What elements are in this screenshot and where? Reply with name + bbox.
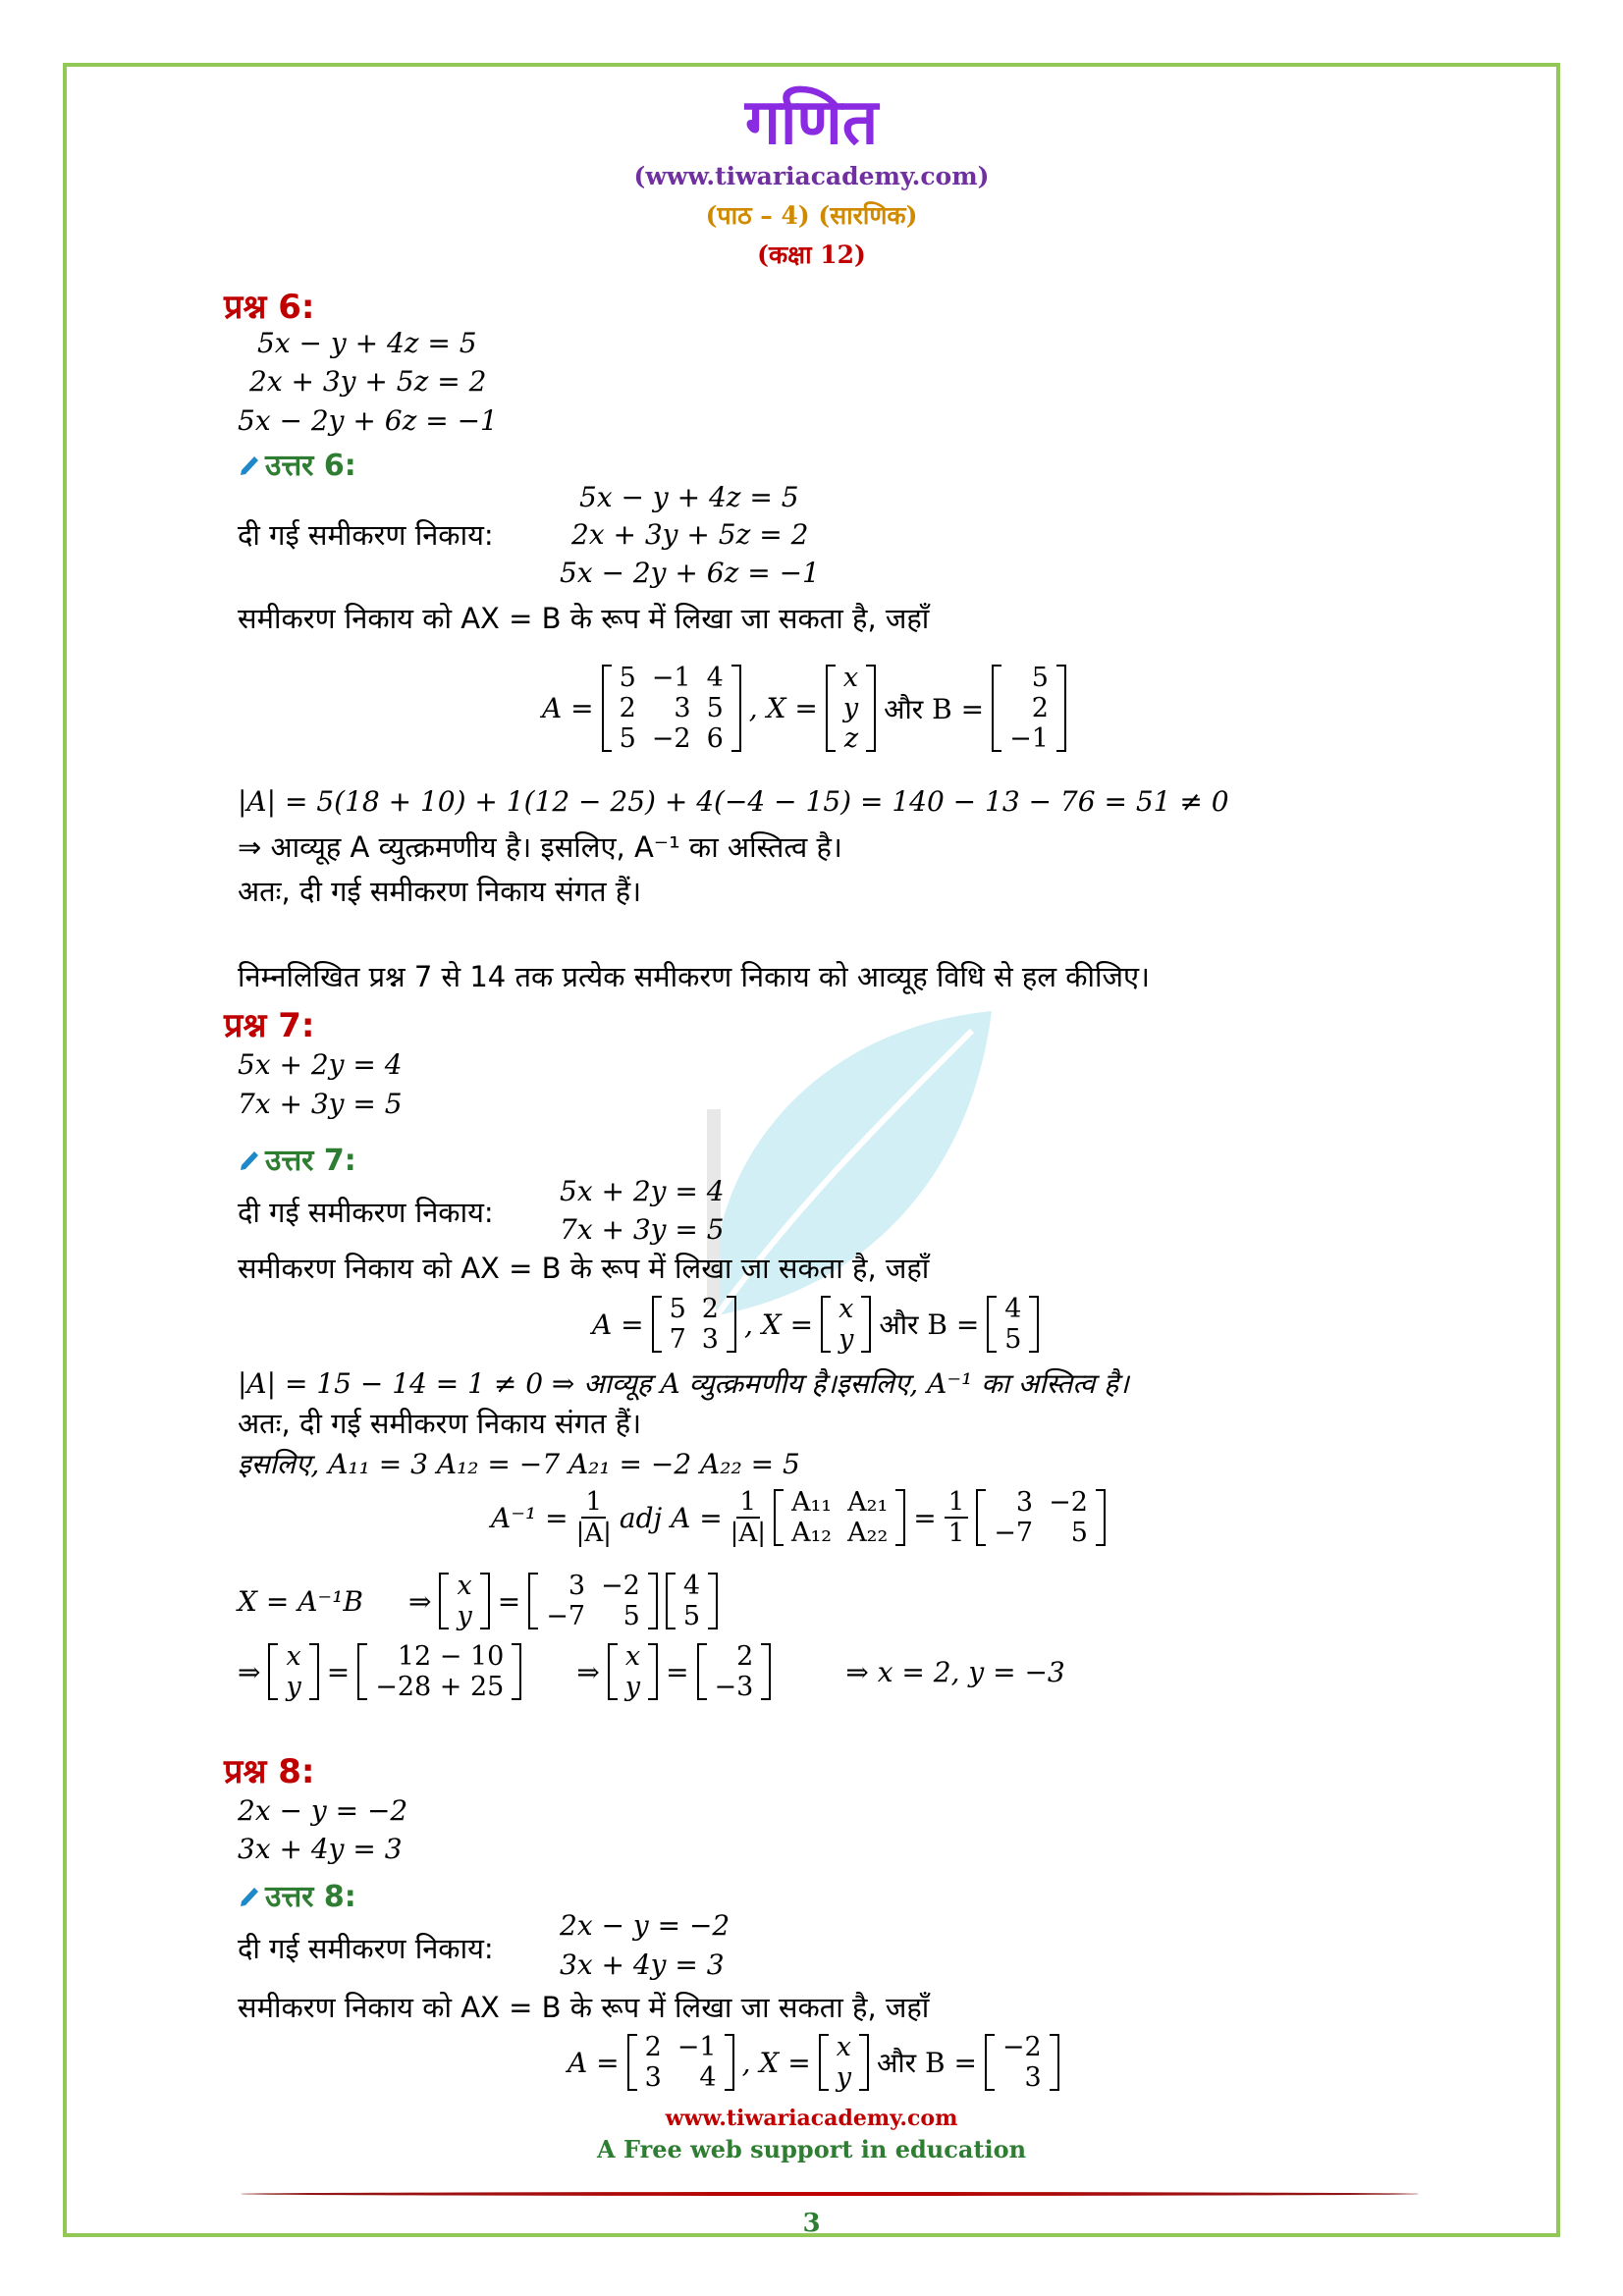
matrix-cell: −7: [546, 1601, 586, 1632]
header-chapter: (पाठ – 4) (सारणिक): [705, 201, 918, 230]
matrix-cell: y: [624, 1672, 641, 1703]
q6-eq1: 5x − y + 4z = 5: [257, 327, 477, 359]
q8-a-label: A =: [568, 2046, 620, 2079]
matrix-cell: y: [842, 693, 859, 724]
pen-icon: [238, 454, 261, 478]
matrix-cell: 2: [644, 2032, 662, 2062]
q7-a-label: A =: [592, 1308, 644, 1341]
q8-matrix-a: [627, 2032, 734, 2093]
answer-8-text: उत्तर 8:: [265, 1880, 356, 1914]
matrix-cell: y: [286, 1672, 301, 1703]
q7-consistent: अतः, दी गई समीकरण निकाय संगत हैं।: [238, 1407, 642, 1440]
q6-invertible: ⇒ आव्यूह A व्युत्क्रमणीय है। इसलिए, A⁻¹ का अस्तित्व है।: [238, 830, 842, 864]
header-class: (कक्षा 12): [757, 240, 866, 269]
matrix-cell: 6: [706, 723, 724, 755]
q7-eq2: 7x + 3y = 5: [238, 1088, 403, 1120]
matrix-cell: x: [842, 663, 859, 693]
q7-inverse-matrix: [976, 1487, 1106, 1548]
q7-matrix-b: [987, 1294, 1039, 1355]
q6-matrix-a: [602, 663, 741, 754]
q7-xy-matrix: [439, 1571, 489, 1631]
q6-and-b: और B =: [884, 692, 985, 725]
q7-adj: adj A =: [619, 1501, 723, 1534]
answer-7-label: [238, 1139, 356, 1179]
matrix-cell: −7: [994, 1518, 1034, 1549]
q6-eq3: 5x − 2y + 6z = −1: [238, 404, 498, 437]
q8-eq2: 3x + 4y = 3: [238, 1833, 403, 1865]
matrix-cell: 5: [622, 1601, 640, 1632]
q7-inverse-row: [491, 1487, 1106, 1548]
q7-matrix-a: [652, 1294, 736, 1355]
matrix-cell: −3: [714, 1672, 754, 1703]
q7-result-row: ⇒ x y = 12 − 10 −28 + 25 ⇒ x y = 2 −3 ⇒ x = 2, y = −3: [238, 1641, 1065, 1703]
q7-frac-2: $\frac{1}{|A|}$: [730, 1487, 766, 1549]
q7-given-eq1: 5x + 2y = 4: [560, 1175, 725, 1207]
answer-8-label: [238, 1875, 356, 1915]
q8-eq1: 2x − y = −2: [238, 1794, 408, 1827]
matrix-cell: x: [286, 1641, 301, 1672]
q8-matrix-b: [985, 2032, 1059, 2093]
footer-website[interactable]: www.tiwariacademy.com: [665, 2106, 958, 2131]
page-number: 3: [802, 2209, 821, 2238]
instruction-text: निम्नलिखित प्रश्न 7 से 14 तक प्रत्येक समीकरण निकाय को आव्यूह विधि से हल कीजिए।: [238, 960, 1151, 993]
q8-given-eq2: 3x + 4y = 3: [560, 1949, 725, 1981]
matrix-cell: 4: [682, 1571, 701, 1601]
matrix-cell: 5: [1031, 663, 1049, 693]
matrix-cell: x: [839, 1294, 854, 1324]
matrix-cell: 5: [706, 693, 724, 724]
header-website: (www.tiwariacademy.com): [633, 162, 990, 190]
page-title: गणित: [744, 86, 879, 159]
q7-written-as: समीकरण निकाय को AX = B के रूप में लिखा जा सकता है, जहाँ: [238, 1252, 930, 1285]
q6-matrix-x: [826, 663, 876, 754]
q7-cofactor-matrix: [774, 1487, 905, 1548]
matrix-cell: y: [457, 1601, 472, 1632]
matrix-cell: 2: [701, 1294, 719, 1324]
matrix-cell: 2: [619, 693, 636, 724]
q6-given-eq2: 2x + 3y + 5z = 2: [571, 518, 809, 551]
q7-x-row: X = A⁻¹B ⇒ x y = 3 −2 −7 5 4 5: [238, 1571, 718, 1631]
pen-icon: [238, 1149, 261, 1173]
q7-cofactors: इसलिए, A₁₁ = 3 A₁₂ = −7 A₂₁ = −2 A₂₂ = 5: [238, 1448, 800, 1480]
matrix-cell: 3: [644, 2062, 662, 2094]
answer-6-text: उत्तर 6:: [265, 449, 356, 483]
question-6-label: प्रश्न 6:: [224, 288, 315, 327]
pen-icon: [238, 1886, 261, 1909]
matrix-cell: y: [839, 1324, 854, 1356]
q7-and-b: और B =: [879, 1308, 980, 1342]
q8-x-label: , X =: [741, 2046, 811, 2079]
matrix-cell: −1: [1009, 723, 1049, 755]
matrix-cell: 2: [736, 1641, 754, 1672]
matrix-cell: A₁₁: [790, 1487, 833, 1518]
q7-result-matrix: [697, 1641, 772, 1702]
matrix-cell: 4: [706, 663, 724, 693]
matrix-cell: 3: [568, 1571, 586, 1601]
q8-written-as: समीकरण निकाय को AX = B के रूप में लिखा जा सकता है, जहाँ: [238, 1991, 930, 2024]
matrix-cell: −2: [1049, 1487, 1088, 1518]
q7-xy-matrix-3: [608, 1641, 658, 1702]
matrix-cell: 7: [669, 1324, 686, 1356]
q7-implies-1: ⇒: [408, 1584, 432, 1618]
footer-tagline: A Free web support in education: [596, 2135, 1027, 2163]
q7-given-eq2: 7x + 3y = 5: [560, 1213, 725, 1246]
matrix-cell: 3: [674, 693, 691, 724]
matrix-cell: 5: [1070, 1518, 1088, 1549]
matrix-cell: A₁₂: [790, 1518, 833, 1549]
matrix-cell: −1: [651, 663, 691, 693]
matrix-cell: 3: [1024, 2062, 1042, 2094]
matrix-cell: −2: [601, 1571, 640, 1601]
q7-xy-matrix-2: [268, 1641, 318, 1702]
q7-equals: =: [913, 1501, 937, 1534]
q6-eq2: 2x + 3y + 5z = 2: [249, 365, 487, 398]
matrix-cell: 4: [1004, 1294, 1022, 1324]
q6-given-eq1: 5x − y + 4z = 5: [579, 481, 799, 513]
q7-inv-matrix-2: [528, 1571, 658, 1631]
matrix-cell: A₂₂: [847, 1518, 889, 1549]
q7-x-eq: X = A⁻¹B: [238, 1584, 363, 1618]
q7-matrix-row: [592, 1294, 1039, 1355]
matrix-cell: 4: [699, 2062, 717, 2094]
q6-written-as: समीकरण निकाय को AX = B के रूप में लिखा जा सकता है, जहाँ: [238, 602, 930, 635]
matrix-cell: A₂₁: [847, 1487, 889, 1518]
matrix-cell: 3: [701, 1324, 719, 1356]
matrix-cell: x: [836, 2032, 851, 2062]
matrix-cell: 12 − 10: [397, 1641, 505, 1672]
q6-given-text: दी गई समीकरण निकाय:: [238, 518, 494, 552]
matrix-cell: 5: [1004, 1324, 1022, 1356]
q7-matrix-x: [821, 1294, 871, 1355]
q6-consistent: अतः, दी गई समीकरण निकाय संगत हैं।: [238, 875, 642, 908]
answer-6-label: [238, 444, 356, 484]
answer-7-text: उत्तर 7:: [265, 1144, 356, 1178]
matrix-cell: 5: [619, 663, 636, 693]
q8-matrix-x: [819, 2032, 869, 2093]
matrix-cell: 5: [619, 723, 636, 755]
matrix-cell: −28 + 25: [375, 1672, 505, 1703]
q6-a-label: A =: [542, 692, 594, 725]
matrix-cell: 3: [1015, 1487, 1034, 1518]
q7-mid-matrix: [357, 1641, 521, 1702]
matrix-cell: 5: [669, 1294, 686, 1324]
matrix-cell: 2: [1031, 693, 1049, 724]
q7-eq1: 5x + 2y = 4: [238, 1048, 403, 1081]
matrix-cell: −1: [676, 2032, 717, 2062]
q7-frac-1: $\frac{1}{|A|}$: [575, 1487, 612, 1549]
q8-matrix-row: [568, 2032, 1059, 2093]
q6-x-label: , X =: [748, 692, 818, 725]
q6-determinant: |A| = 5(18 + 10) + 1(12 − 25) + 4(−4 − 15) = 140 − 13 − 76 = 51 ≠ 0: [238, 785, 1229, 818]
q6-given-eq3: 5x − 2y + 6z = −1: [560, 557, 820, 589]
q7-inverse-lhs: A⁻¹ =: [491, 1501, 568, 1534]
matrix-cell: x: [624, 1641, 641, 1672]
matrix-cell: x: [457, 1571, 472, 1601]
matrix-cell: z: [843, 723, 859, 755]
footer-divider: [241, 2192, 1419, 2196]
q7-determinant: |A| = 15 − 14 = 1 ≠ 0 ⇒ आव्यूह A व्युत्क्रमणीय है।इसलिए, A⁻¹ का अस्तित्व है।: [238, 1367, 1129, 1400]
q7-b-matrix-2: [666, 1571, 718, 1631]
q7-x-label: , X =: [743, 1308, 814, 1341]
matrix-cell: 5: [682, 1601, 701, 1632]
question-7-label: प्रश्न 7:: [224, 1006, 315, 1045]
q7-solution: ⇒ x = 2, y = −3: [845, 1655, 1065, 1688]
q7-frac-3: $\frac{1}{1}$: [945, 1487, 969, 1548]
q8-and-b: और B =: [876, 2047, 977, 2080]
matrix-cell: −2: [651, 723, 691, 755]
q7-given-text: दी गई समीकरण निकाय:: [238, 1196, 494, 1229]
question-8-label: प्रश्न 8:: [224, 1752, 315, 1791]
matrix-cell: y: [836, 2062, 851, 2094]
matrix-cell: −2: [1001, 2032, 1042, 2062]
q6-matrix-b: [992, 663, 1066, 754]
q8-given-text: दी गई समीकरण निकाय:: [238, 1932, 494, 1965]
q6-matrix-row: [542, 663, 1066, 754]
q8-given-eq1: 2x − y = −2: [560, 1909, 730, 1942]
